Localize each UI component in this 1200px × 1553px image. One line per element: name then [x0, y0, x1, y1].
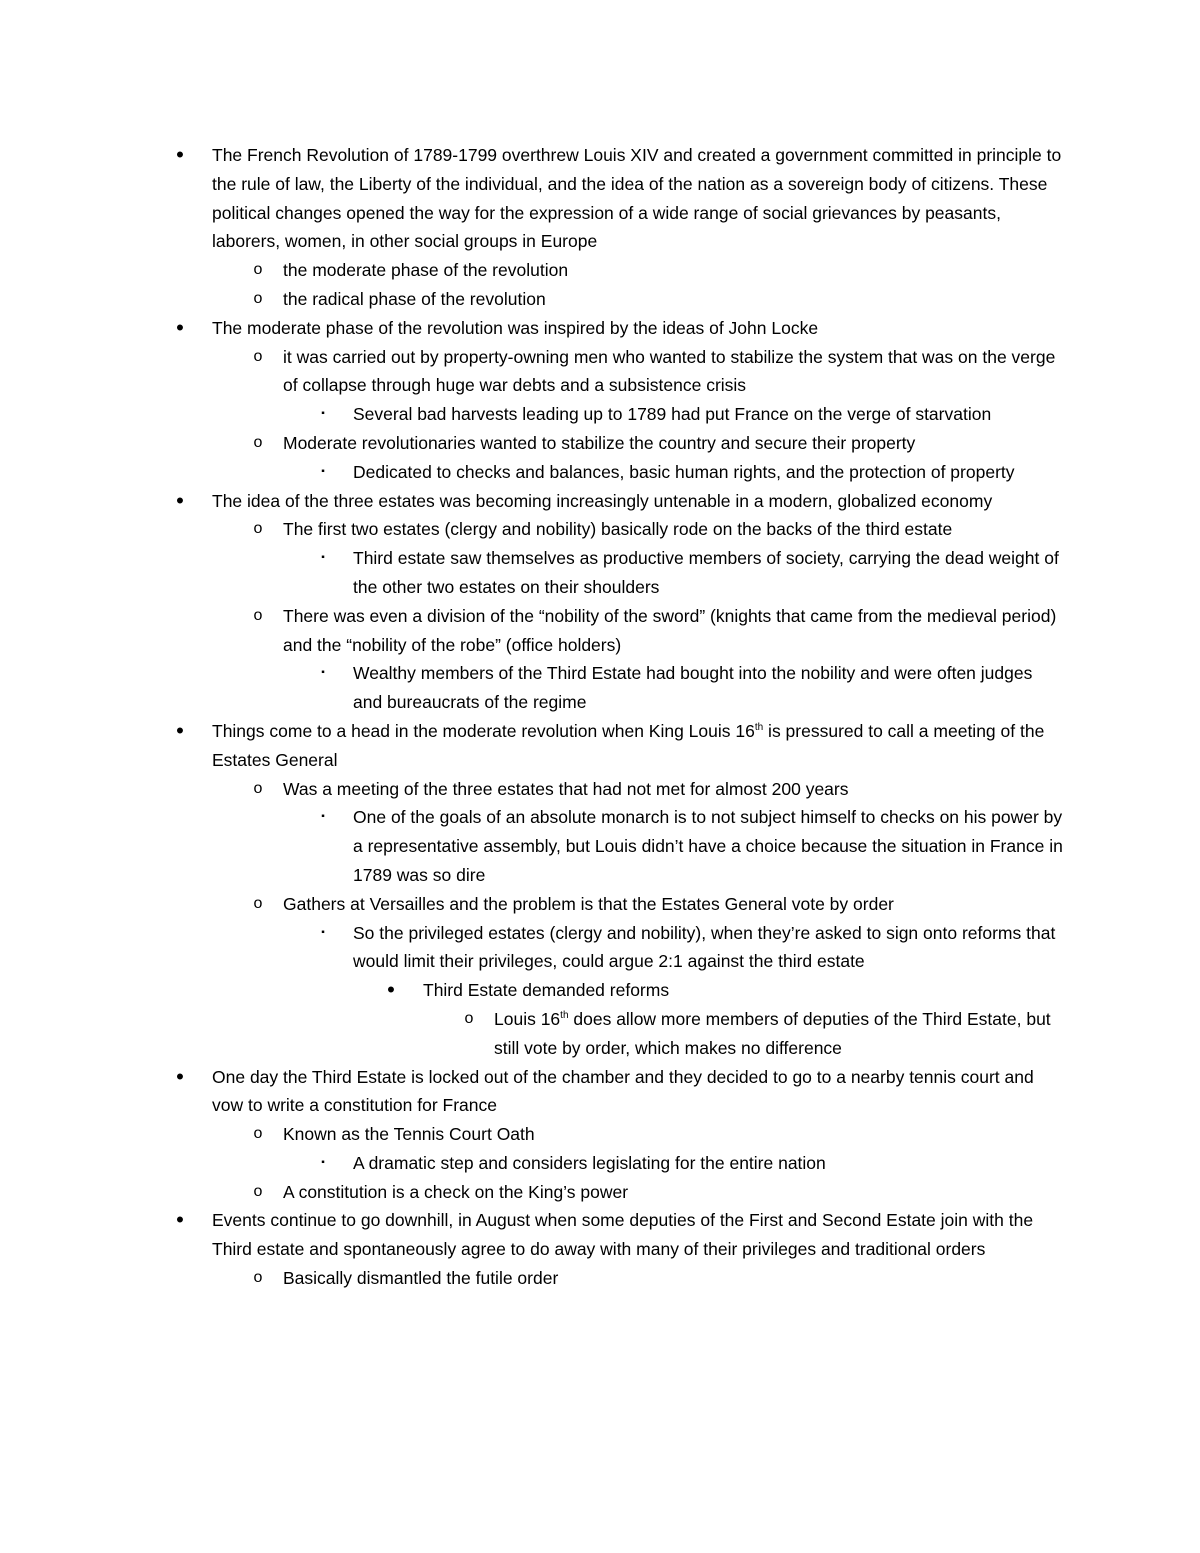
outline-item-text: The idea of the three estates was becoming increasingly untenable in a modern, globalized economy	[212, 490, 993, 511]
bullet-square-icon: ▪	[321, 926, 325, 938]
outline-item-level-2	[0, 515, 1200, 544]
bullet-dot-icon: •	[176, 487, 184, 513]
outline-item-text: The French Revolution of 1789-1799 overthrew Louis XIV and created a government committed in principle to the rule of law, the Liberty of the individual, and the idea of the nation as a sovereign body of citizens. These political changes opened the way for the expression of a wide range of social grievances by peasants, laborers, women, in other social groups in Europe	[212, 145, 1062, 252]
outline-item-text: Dedicated to checks and balances, basic human rights, and the protection of property	[353, 461, 1015, 482]
outline-item-level-2	[0, 602, 1200, 660]
bullet-square-icon: ▪	[321, 465, 325, 477]
outline-item-level-3	[0, 803, 1200, 889]
bullet-circle-icon: o	[253, 1182, 263, 1200]
outline-item-level-2	[0, 890, 1200, 919]
outline-item-text: A dramatic step and considers legislating for the entire nation	[353, 1152, 826, 1173]
bullet-circle-icon: o	[253, 1125, 263, 1143]
bullet-dot-icon: •	[176, 1063, 184, 1089]
outline-item-text: Moderate revolutionaries wanted to stabilize the country and secure their property	[283, 432, 916, 453]
outline-item-text: So the privileged estates (clergy and nobility), when they’re asked to sign onto reforms that would limit their privileges, could argue 2:1 against the third estate	[353, 922, 1056, 972]
bullet-dot-icon: •	[176, 142, 184, 167]
outline-item-text: The first two estates (clergy and nobility) basically rode on the backs of the third estate	[283, 519, 953, 540]
outline-item-level-5	[0, 1005, 1200, 1063]
outline-item-level-3	[0, 400, 1200, 429]
outline-item-level-2	[0, 775, 1200, 804]
bullet-square-icon: ▪	[321, 552, 325, 564]
outline-item-level-4	[0, 976, 1200, 1005]
bullet-dot-icon: •	[176, 1207, 184, 1233]
outline-item-level-2	[0, 256, 1200, 285]
outline-item-text: the moderate phase of the revolution	[283, 260, 569, 281]
bullet-circle-icon: o	[253, 1269, 263, 1287]
outline-text-part: does allow more members of deputies of the Third Estate, but still vote by order, which makes no difference	[494, 1008, 1051, 1058]
outline-item-level-2	[0, 429, 1200, 458]
bullet-dot-icon: •	[387, 977, 395, 1003]
outline-item-level-3	[0, 544, 1200, 602]
ordinal-superscript: th	[754, 722, 764, 734]
bullet-circle-icon: o	[253, 261, 263, 279]
bullet-square-icon: ▪	[321, 1156, 325, 1168]
outline-item-level-2	[0, 343, 1200, 401]
outline-item-text: A constitution is a check on the King’s power	[283, 1181, 629, 1202]
outline-item-text: it was carried out by property-owning men who wanted to stabilize the system that was on the verge of collapse through huge war debts and a subsistence crisis	[283, 346, 1056, 396]
ordinal-superscript: th	[560, 1010, 569, 1022]
bullet-dot-icon: •	[176, 717, 184, 743]
outline-item-text: One of the goals of an absolute monarch is to not subject himself to checks on his power by a representative assembly, but Louis didn’t have a choice because the situation in France in 1789 was so dire	[353, 807, 1063, 885]
outline-item-level-2	[0, 1178, 1200, 1207]
lecture-notes-outline	[0, 141, 1200, 1293]
bullet-square-icon: ▪	[321, 667, 325, 679]
outline-item-level-3	[0, 919, 1200, 977]
bullet-circle-icon: o	[253, 894, 263, 912]
outline-item-text: Third Estate demanded reforms	[423, 980, 670, 1001]
outline-item-level-3	[0, 659, 1200, 717]
outline-text-part: Louis 16	[494, 1008, 561, 1029]
outline-text-part: is pressured to call a meeting of the Estates General	[212, 720, 1045, 770]
bullet-square-icon: ▪	[321, 811, 325, 823]
outline-item-text	[494, 1005, 1054, 1063]
outline-item-text: the radical phase of the revolution	[283, 288, 546, 309]
outline-item-text: The moderate phase of the revolution was inspired by the ideas of John Locke	[212, 317, 819, 338]
outline-item-level-1	[0, 1063, 1200, 1121]
outline-item-level-1	[0, 487, 1200, 516]
bullet-circle-icon: o	[253, 779, 263, 797]
outline-item-text: Known as the Tennis Court Oath	[283, 1124, 535, 1145]
outline-item-level-2	[0, 285, 1200, 314]
outline-item-text: One day the Third Estate is locked out of the chamber and they decided to go to a nearby tennis court and vow to write a constitution for France	[212, 1066, 1034, 1116]
outline-item-text: There was even a division of the “nobility of the sword” (knights that came from the medieval period) and the “nobility of the robe” (office holders)	[283, 605, 1057, 655]
bullet-circle-icon: o	[253, 433, 263, 451]
bullet-dot-icon: •	[176, 314, 184, 340]
outline-item-level-3	[0, 1149, 1200, 1178]
outline-item-level-1	[0, 314, 1200, 343]
outline-item-level-3	[0, 458, 1200, 487]
bullet-circle-icon: o	[253, 347, 263, 365]
bullet-circle-icon: o	[464, 1009, 474, 1027]
outline-item-text: Several bad harvests leading up to 1789 had put France on the verge of starvation	[353, 404, 992, 425]
bullet-circle-icon: o	[253, 289, 263, 307]
outline-item-text: Events continue to go downhill, in August when some deputies of the First and Second Estate join with the Third estate and spontaneously agree to do away with many of their privileges and traditional orders	[212, 1210, 1034, 1260]
outline-item-text: Third estate saw themselves as productive members of society, carrying the dead weight of the other two estates on their shoulders	[353, 548, 1059, 597]
outline-item-text: Gathers at Versailles and the problem is that the Estates General vote by order	[283, 893, 894, 914]
outline-item-level-2	[0, 1120, 1200, 1149]
outline-item-level-1	[0, 1206, 1200, 1264]
outline-text-part: Things come to a head in the moderate revolution when King Louis 16	[212, 720, 755, 741]
outline-item-text: Was a meeting of the three estates that had not met for almost 200 years	[283, 778, 849, 799]
outline-item-level-1	[0, 141, 1200, 256]
outline-item-text: Wealthy members of the Third Estate had bought into the nobility and were often judges and bureaucrats of the regime	[353, 663, 1033, 713]
outline-item-level-2	[0, 1264, 1200, 1293]
outline-item-level-1	[0, 717, 1200, 775]
bullet-circle-icon: o	[253, 606, 263, 624]
bullet-square-icon: ▪	[321, 408, 325, 420]
outline-item-text	[212, 717, 1062, 775]
bullet-circle-icon: o	[253, 520, 263, 538]
outline-item-text: Basically dismantled the futile order	[283, 1268, 559, 1289]
